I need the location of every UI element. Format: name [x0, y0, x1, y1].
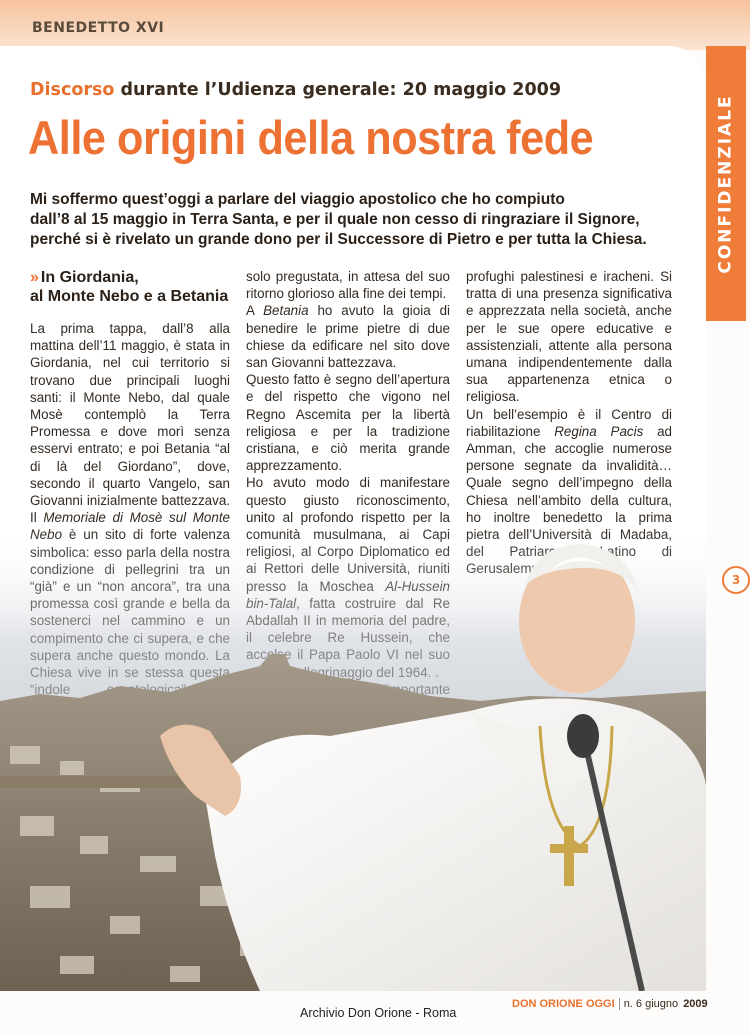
kicker-rest: durante l’Udienza generale: 20 maggio 2009 — [120, 80, 562, 100]
section-label: BENEDETTO XVI — [32, 20, 165, 36]
paragraph: A Betania ho avuto la gioia di benedire le prime pietre di due chiese da edificare nel sito dove san Giovanni battezzava. — [246, 303, 450, 371]
paragraph: Ho avuto modo di manifestare questo giusto riconoscimento, unito al profondo rispetto per la — [246, 474, 450, 680]
chevron-right-icon: » — [30, 269, 39, 286]
paragraph: Un bell’esempio è il Centro di riabilitazione Regina Pacis ad Amman, che accoglie numerose persone segnate da invalidità… Quale segno dell’impegno della Chiesa nell’ambito della cultura, ho inoltre benedetto la prima — [466, 406, 673, 525]
article-lead — [30, 190, 700, 250]
section-subheading — [30, 268, 230, 306]
subhead-line-2: al Monte Nebo e a Betania — [30, 288, 229, 305]
paragraph: profughi palestinesi e iracheni. Si tratta di una presenza significativa e apprezzata nella società, anche per le sue opere educative e assistenziali, attente alla persona umana indipendentemente dalla sua appartenenza etnica o religiosa. — [466, 269, 672, 405]
paragraph: La prima tappa, dall’8 alla mattina dell’11 maggio, è stata in Giordania, nel cui territorio si trovano due principali luoghi santi: il Monte Nebo, dal quale Mosè contemplò la Terra Promessa e dove morì senza esservi entrato; e poi Betania “al di là del Giordano”, dove, secondo il quarto Vangelo, san Giovanni inizialmente battezzava. Il Memoriale di Mosè sul Monte — [30, 320, 230, 750]
lead-line-2: dall’8 al 15 maggio in Terra Santa, e per il quale non cesso di ringraziare il Signore, — [30, 211, 640, 228]
paragraph: solo pregustata, in attesa del suo ritorno glorioso alla fine dei tempi. — [246, 269, 450, 302]
archive-credit: Archivio Don Orione - Roma — [300, 1006, 457, 1020]
lead-line-1: Mi soffermo quest’oggi a parlare del viaggio apostolico che ho compiuto — [30, 191, 565, 208]
side-tab — [706, 46, 746, 321]
italic-term: Regina Pacis — [554, 423, 644, 439]
kicker-accent: Discorso — [30, 80, 115, 100]
italic-term: Betania — [263, 303, 309, 319]
side-tab-label: CONFIDENZIALE — [716, 93, 736, 274]
italic-term: Memoriale di Mosè sul Monte — [43, 510, 230, 526]
paragraph: Questo fatto è segno dell’apertura e del rispetto che vigono nel Regno Ascemita per la libertà religiosa e per la tradizione cristiana, e ciò merita grande apprezzamento. — [246, 372, 450, 474]
page-number-badge: 3 — [722, 566, 750, 594]
issue-label: n. 6 giugno — [619, 998, 678, 1010]
subhead-line-1: In Giordania, — [40, 269, 139, 286]
article-title: Alle origini della nostra fede — [28, 111, 594, 164]
magazine-footer — [512, 998, 708, 1010]
article-kicker — [30, 80, 561, 100]
issue-year: 2009 — [683, 998, 708, 1010]
photo-pope-jerusalem — [0, 526, 706, 991]
magazine-name: DON ORIONE OGGI — [512, 998, 615, 1010]
lead-line-3: perché si è rivelato un grande dono per il Successore di Pietro e per tutta la Chiesa. — [30, 231, 647, 248]
